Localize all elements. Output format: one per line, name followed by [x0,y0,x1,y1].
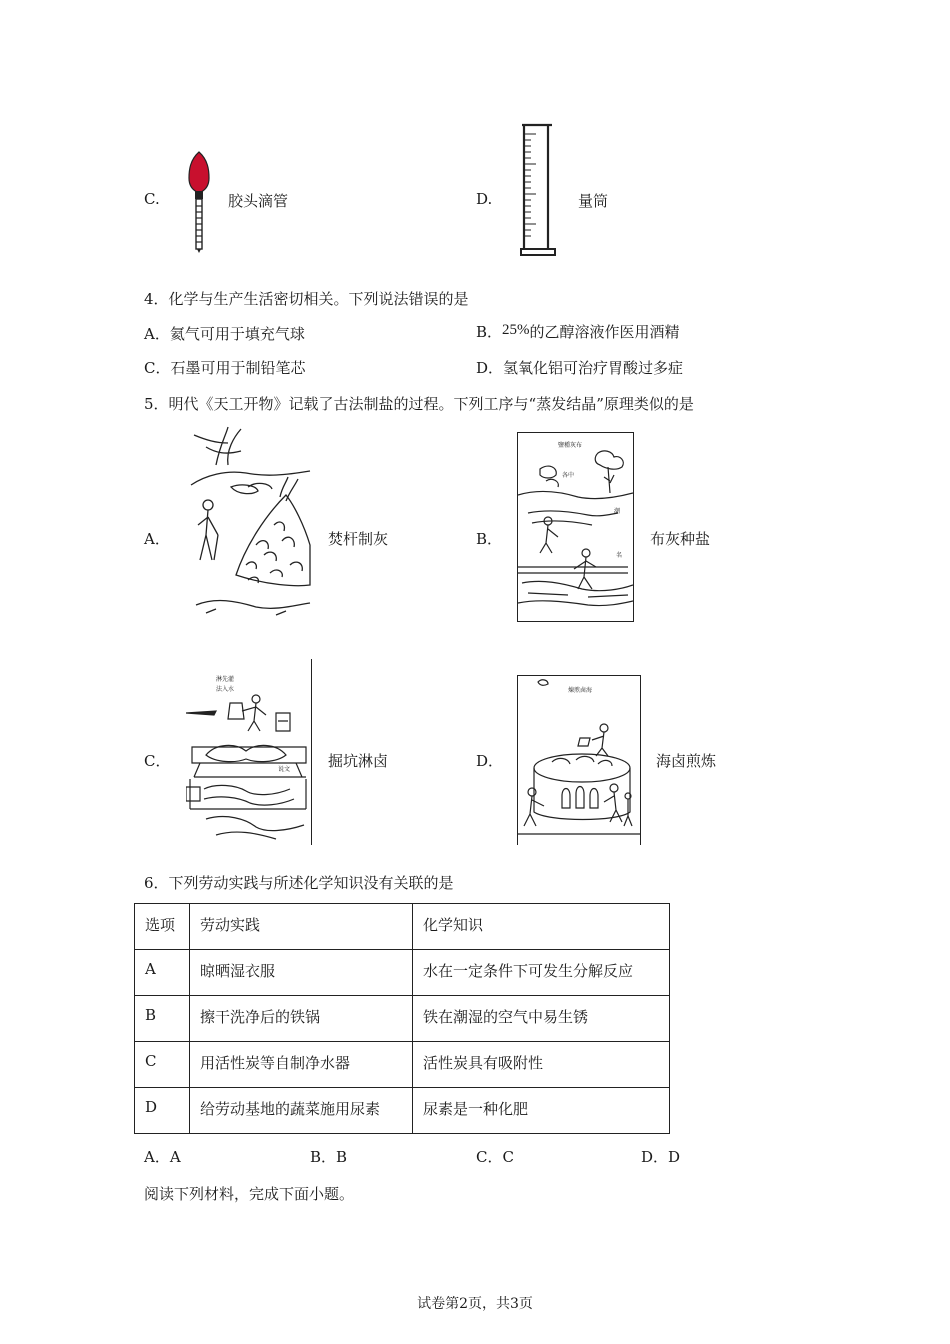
q5-stem: 5．明代《天工开物》记载了古法制盐的过程。下列工序与“蒸发结晶”原理类似的是 [144,395,694,413]
q6-table [134,903,670,1134]
q4-option-b-percent: 25% [502,322,530,338]
table-cell: 擦干洗净后的铁锅 [190,996,413,1042]
pit-leaching-illustration [186,659,312,845]
svg-text:名: 名 [616,552,623,559]
table-cell: 水在一定条件下可发生分解反应 [413,950,670,996]
table-row [135,996,670,1042]
svg-text:法入水: 法入水 [216,686,235,693]
dropper-icon [185,150,213,254]
q4-option-a: A．氦气可用于填充气球 [144,325,305,343]
burning-stalks-illustration [186,425,312,621]
q6-stem: 6．下列劳动实践与所述化学知识没有关联的是 [144,874,454,892]
q5-option-c-label: 掘坑淋卤 [328,752,389,770]
table-row [135,1088,670,1134]
table-cell: 活性炭具有吸附性 [413,1042,670,1088]
graduated-cylinder-icon [518,122,558,258]
q4-option-c: C．石墨可用于制铅笔芯 [144,359,306,377]
q5-option-a-letter: A． [144,530,170,548]
table-cell: D [135,1088,190,1134]
table-header-cell: 化学知识 [413,904,670,950]
svg-text:各中: 各中 [562,472,575,479]
q4-stem: 4．化学与生产生活密切相关。下列说法错误的是 [144,290,469,308]
svg-text:煉煎鹵海: 煉煎鹵海 [568,687,593,694]
table-row [135,950,670,996]
table-header-cell: 选项 [135,904,190,950]
q3-option-d-letter: D. [476,190,493,208]
page-footer: 试卷第2页，共3页 [417,1296,533,1312]
table-cell: B [135,996,190,1042]
svg-text:说文: 说文 [278,766,291,773]
table-cell: 尿素是一种化肥 [413,1088,670,1134]
table-row [135,1042,670,1088]
q6-choice-d: D．D [641,1148,681,1166]
q4-option-b [476,321,680,342]
q5-option-b-letter: B． [476,530,503,548]
q5-option-c-letter: C． [144,752,171,770]
q3-option-d-label: 量筒 [578,192,609,210]
seawater-boiling-illustration [517,675,641,845]
table-cell: C [135,1042,190,1088]
spreading-ash-illustration [517,432,634,622]
q6-choice-a: A．A [144,1148,181,1166]
table-header-cell: 劳动实践 [190,904,413,950]
table-cell: 晾晒湿衣服 [190,950,413,996]
reading-note: 阅读下列材料，完成下面小题。 [144,1185,355,1203]
q5-option-d-letter: D． [476,752,504,770]
svg-text:潮: 潮 [614,508,621,515]
q3-option-c-letter: C. [144,190,160,208]
table-header-row [135,904,670,950]
q5-option-a-label: 焚杆制灰 [328,530,389,548]
q4-option-d: D．氢氧化铝可治疗胃酸过多症 [476,359,684,377]
q4-option-b-rest: 的乙醇溶液作医用酒精 [529,323,680,341]
q4-option-b-letter: B． [476,323,503,341]
q6-choice-c: C．C [476,1148,514,1166]
svg-text:淋先灌: 淋先灌 [216,676,235,683]
q6-choice-b: B．B [310,1148,348,1166]
table-cell: 铁在潮湿的空气中易生锈 [413,996,670,1042]
table-cell: 用活性炭等自制净水器 [190,1042,413,1088]
svg-text:鹽種灰布: 鹽種灰布 [558,442,583,449]
q5-option-d-label: 海卤煎炼 [656,752,717,770]
table-cell: 给劳动基地的蔬菜施用尿素 [190,1088,413,1134]
table-cell: A [135,950,190,996]
q5-option-b-label: 布灰种盐 [650,530,711,548]
q3-option-c-label: 胶头滴管 [228,192,289,210]
